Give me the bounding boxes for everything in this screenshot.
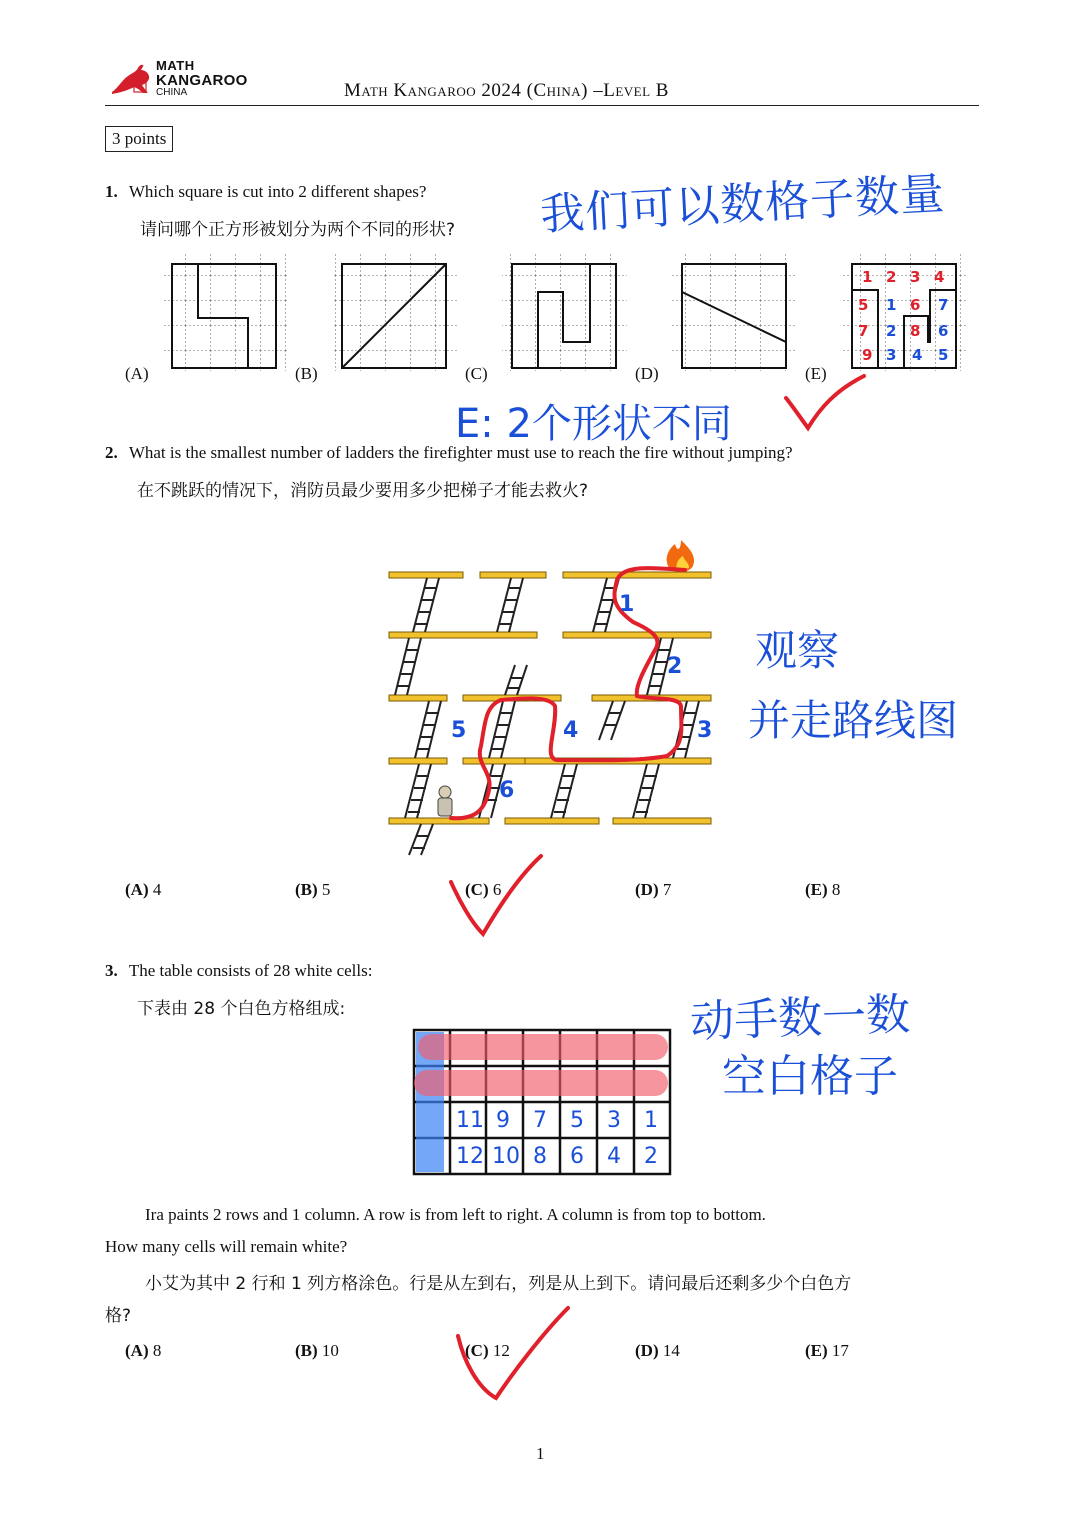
table-number: 11 xyxy=(456,1108,484,1133)
table-handwritten-numbers xyxy=(410,1026,675,1178)
ladder-number: 3 xyxy=(697,718,713,743)
ladder-number: 6 xyxy=(499,778,515,803)
ladder-step-numbers xyxy=(385,510,720,860)
question-3-english: The table consists of 28 white cells: xyxy=(128,961,373,980)
option-label: (B) xyxy=(295,880,318,899)
option-2d[interactable] xyxy=(635,880,671,900)
question-3-body-chinese-1: 小艾为其中 2 行和 1 列方格涂色。行是从左到右，列是从上到下。请问最后还剩多少个白色方 xyxy=(145,1274,852,1294)
option-1e[interactable]: (E) xyxy=(805,364,827,383)
question-1-text xyxy=(105,182,426,202)
question-2-chinese: 在不跳跃的情况下，消防员最少要用多少把梯子才能去救火? xyxy=(137,481,589,501)
cell-number: 9 xyxy=(862,346,873,364)
option-2b[interactable] xyxy=(295,880,330,900)
option-2e[interactable] xyxy=(805,880,840,900)
option-3d[interactable] xyxy=(635,1341,680,1361)
option-value: 7 xyxy=(662,880,672,899)
handwritten-note-q1-bottom: E: 2个形状不同 xyxy=(455,401,732,447)
question-3-body-english-2: How many cells will remain white? xyxy=(105,1237,348,1256)
figure-a xyxy=(162,254,287,371)
table-number: 4 xyxy=(607,1144,621,1169)
math-kangaroo-logo xyxy=(108,58,248,100)
cell-number: 4 xyxy=(912,346,923,364)
kangaroo-icon xyxy=(108,58,154,98)
checkmark-icon xyxy=(780,372,870,436)
cell-number: 4 xyxy=(934,268,945,286)
option-value: 6 xyxy=(492,880,502,899)
option-3a[interactable] xyxy=(125,1341,161,1361)
handwritten-note-q2-line1: 观察 xyxy=(755,626,840,675)
option-value: 14 xyxy=(662,1341,680,1360)
question-2-number: 2. xyxy=(105,443,118,462)
cell-number: 1 xyxy=(886,296,897,314)
logo-text-math: MATH xyxy=(156,58,195,73)
table-number: 8 xyxy=(533,1144,547,1169)
figure-d xyxy=(672,254,797,371)
option-value: 5 xyxy=(321,880,331,899)
handwritten-note-q1-top: 我们可以数格子数量 xyxy=(539,168,947,241)
table-number: 1 xyxy=(644,1108,658,1133)
cell-number: 8 xyxy=(910,322,921,340)
option-label: (C) xyxy=(465,880,489,899)
page-number: 1 xyxy=(536,1444,545,1463)
cell-number: 3 xyxy=(910,268,921,286)
question-3-body-english-1: Ira paints 2 rows and 1 column. A row is from left to right. A column is from top to bottom. xyxy=(145,1205,766,1224)
ladder-number: 5 xyxy=(451,718,467,743)
figure-e-cell-numbers xyxy=(858,268,958,372)
option-1c[interactable]: (C) xyxy=(465,364,488,383)
cell-number: 3 xyxy=(886,346,897,364)
option-label: (E) xyxy=(805,1341,828,1360)
question-1-english: Which square is cut into 2 different shapes? xyxy=(128,182,427,201)
table-number: 5 xyxy=(570,1108,584,1133)
ladder-number: 4 xyxy=(563,718,579,743)
question-1-chinese: 请问哪个正方形被划分为两个不同的形状? xyxy=(140,220,456,240)
ladder-number: 2 xyxy=(667,654,683,679)
section-label-box: 3 points xyxy=(105,126,173,152)
checkmark-icon xyxy=(452,1304,577,1404)
option-value: 17 xyxy=(831,1341,849,1360)
option-value: 12 xyxy=(492,1341,510,1360)
option-1a[interactable]: (A) xyxy=(125,364,149,383)
cell-number: 5 xyxy=(938,346,949,364)
cell-number: 6 xyxy=(938,322,949,340)
question-1-number: 1. xyxy=(105,182,118,201)
table-number: 12 xyxy=(456,1144,484,1169)
table-number: 9 xyxy=(496,1108,510,1133)
option-label: (B) xyxy=(295,1341,318,1360)
option-label: (D) xyxy=(635,880,659,899)
question-2-english: What is the smallest number of ladders the firefighter must use to reach the fire without jumping? xyxy=(128,443,793,462)
option-label: (C) xyxy=(465,1341,489,1360)
table-number: 6 xyxy=(570,1144,584,1169)
cell-number: 2 xyxy=(886,268,897,286)
table-number: 7 xyxy=(533,1108,547,1133)
question-2-text xyxy=(105,443,793,463)
header-divider xyxy=(105,105,979,106)
cell-number: 7 xyxy=(858,322,869,340)
cell-number: 2 xyxy=(886,322,897,340)
option-label: (A) xyxy=(125,880,149,899)
question-1-figures xyxy=(110,250,980,390)
table-number: 3 xyxy=(607,1108,621,1133)
option-2a[interactable] xyxy=(125,880,161,900)
cell-number: 6 xyxy=(910,296,921,314)
logo-text-kangaroo: KANGAROO xyxy=(156,72,248,89)
header-title: Math Kangaroo 2024 (China) –Level B xyxy=(344,80,669,101)
table-number: 2 xyxy=(644,1144,658,1169)
option-1d[interactable]: (D) xyxy=(635,364,659,383)
handwritten-note-q3-line1: 动手数一数 xyxy=(689,989,911,1048)
table-number: 10 xyxy=(492,1144,520,1169)
cell-number: 7 xyxy=(938,296,949,314)
handwritten-note-q2-line2: 并走路线图 xyxy=(748,696,959,745)
cell-number: 5 xyxy=(858,296,869,314)
question-3-number: 3. xyxy=(105,961,118,980)
logo-text-china: CHINA xyxy=(156,87,188,98)
option-label: (D) xyxy=(635,1341,659,1360)
question-3-text xyxy=(105,961,372,981)
question-3-body-chinese-2: 格? xyxy=(105,1306,132,1326)
option-value: 8 xyxy=(152,1341,162,1360)
figure-b xyxy=(332,254,457,371)
option-value: 8 xyxy=(831,880,841,899)
option-3b[interactable] xyxy=(295,1341,339,1361)
question-3-chinese: 下表由 28 个白色方格组成: xyxy=(137,999,346,1019)
ladder-number: 1 xyxy=(619,592,635,617)
handwritten-note-q3-line2: 空白格子 xyxy=(722,1051,898,1102)
option-value: 4 xyxy=(152,880,162,899)
option-value: 10 xyxy=(321,1341,339,1360)
option-label: (E) xyxy=(805,880,828,899)
option-3e[interactable] xyxy=(805,1341,849,1361)
option-label: (A) xyxy=(125,1341,149,1360)
figure-c xyxy=(502,254,627,371)
cell-number: 1 xyxy=(862,268,873,286)
checkmark-icon xyxy=(445,852,550,942)
option-1b[interactable]: (B) xyxy=(295,364,318,383)
